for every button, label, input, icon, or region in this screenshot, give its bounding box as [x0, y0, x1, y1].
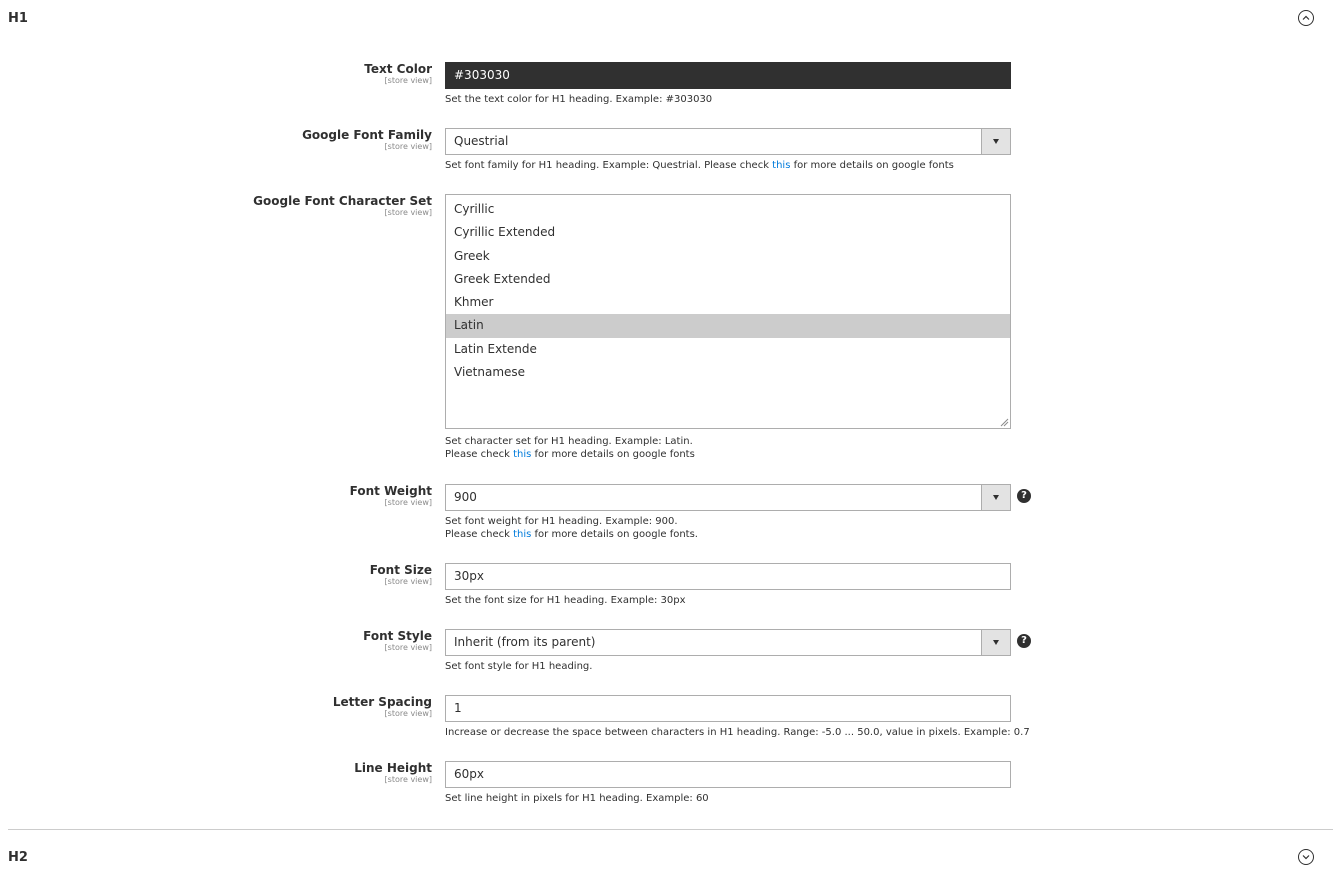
charset-option[interactable]: Vietnamese	[454, 365, 526, 380]
line-height-note: Set line height in pixels for H1 heading. Example: 60	[445, 793, 709, 804]
note-text: Please check	[445, 449, 514, 460]
letter-spacing-label	[333, 695, 432, 719]
chevron-down-icon[interactable]	[1298, 849, 1314, 865]
charset-option[interactable]: Greek	[454, 248, 490, 263]
font-family-label	[302, 128, 432, 152]
note-text: for more details on google fonts	[790, 160, 954, 171]
note-text: for more details on google fonts	[531, 449, 695, 460]
text-color-label-text: Text Color	[364, 62, 432, 76]
font-style-label-text: Font Style	[363, 629, 432, 643]
charset-note	[445, 435, 695, 461]
section-title-h2: H2	[8, 849, 28, 865]
section-h2-header[interactable]	[8, 839, 1328, 875]
line-height-label-text: Line Height	[354, 761, 432, 775]
charset-label	[253, 194, 432, 218]
charset-option[interactable]: Khmer	[454, 295, 494, 310]
text-color-label	[364, 62, 432, 86]
font-family-label-text: Google Font Family	[302, 128, 432, 142]
charset-option-selected[interactable]: Latin	[446, 314, 1010, 337]
font-size-label	[370, 563, 432, 587]
letter-spacing-label-text: Letter Spacing	[332, 695, 432, 709]
text-color-input[interactable]: #303030	[445, 62, 1011, 89]
charset-option[interactable]: Cyrillic Extended	[454, 225, 556, 240]
text-color-note: Set the text color for H1 heading. Example: #303030	[445, 94, 713, 105]
charset-option[interactable]: Greek Extended	[454, 271, 551, 286]
font-weight-note	[445, 515, 698, 541]
line-height-input[interactable]: 60px	[445, 761, 1011, 788]
scope-label: [store view]	[384, 775, 432, 784]
font-style-row	[0, 629, 1336, 656]
charset-option[interactable]: Latin Extende	[454, 341, 537, 356]
font-style-note: Set font style for H1 heading.	[445, 661, 593, 672]
font-style-selected-value: Inherit (from its parent)	[454, 635, 596, 649]
chevron-down-icon[interactable]	[981, 129, 1010, 154]
font-family-select[interactable]	[445, 128, 1011, 155]
letter-spacing-note: Increase or decrease the space between characters in H1 heading. Range: -5.0 ... 50.0, value in pixels. Example: 0.7	[445, 727, 1030, 738]
charset-label-text: Google Font Character Set	[253, 194, 432, 208]
font-style-label	[363, 629, 432, 653]
chevron-up-icon[interactable]	[1298, 10, 1314, 26]
scope-label: [store view]	[384, 142, 432, 151]
note-text: Set character set for H1 heading. Example: Latin.	[445, 436, 693, 447]
chevron-down-icon[interactable]	[981, 485, 1010, 510]
font-weight-selected-value: 900	[454, 490, 477, 504]
font-weight-label-text: Font Weight	[349, 484, 432, 498]
google-fonts-link[interactable]: this	[513, 529, 532, 540]
note-text: Set font family for H1 heading. Example: Questrial. Please check	[445, 160, 773, 171]
note-text: Set font weight for H1 heading. Example: 900.	[445, 516, 678, 527]
chevron-down-icon[interactable]	[981, 630, 1010, 655]
charset-option[interactable]: Cyrillic	[454, 202, 495, 216]
google-fonts-link[interactable]: this	[513, 449, 532, 460]
font-weight-label	[350, 484, 432, 508]
section-h1-header[interactable]	[8, 0, 1328, 36]
font-family-row	[0, 128, 1336, 155]
scope-label: [store view]	[384, 643, 432, 652]
line-height-label	[354, 761, 432, 785]
font-weight-row	[0, 484, 1336, 511]
font-family-note	[445, 159, 954, 172]
google-fonts-link[interactable]: this	[772, 160, 791, 171]
scope-label: [store view]	[384, 208, 432, 217]
font-weight-select[interactable]	[445, 484, 1011, 511]
section-title-h1: H1	[8, 10, 28, 26]
charset-multiselect[interactable]	[445, 194, 1011, 429]
font-size-note: Set the font size for H1 heading. Example: 30px	[445, 595, 686, 606]
note-text: for more details on google fonts.	[531, 529, 698, 540]
scope-label: [store view]	[384, 498, 432, 507]
help-icon[interactable]: ?	[1017, 634, 1031, 648]
scope-label: [store view]	[384, 76, 432, 85]
scope-label: [store view]	[384, 577, 432, 586]
charset-row	[0, 194, 1336, 429]
font-size-label-text: Font Size	[369, 563, 432, 577]
letter-spacing-input[interactable]: 1	[445, 695, 1011, 722]
scope-label: [store view]	[384, 709, 432, 718]
resize-grip-icon[interactable]	[999, 417, 1009, 427]
font-style-select[interactable]	[445, 629, 1011, 656]
note-text: Please check	[445, 529, 514, 540]
font-family-selected-value: Questrial	[454, 134, 509, 148]
help-icon[interactable]: ?	[1017, 489, 1031, 503]
font-size-input[interactable]: 30px	[445, 563, 1011, 590]
section-divider	[8, 829, 1333, 830]
